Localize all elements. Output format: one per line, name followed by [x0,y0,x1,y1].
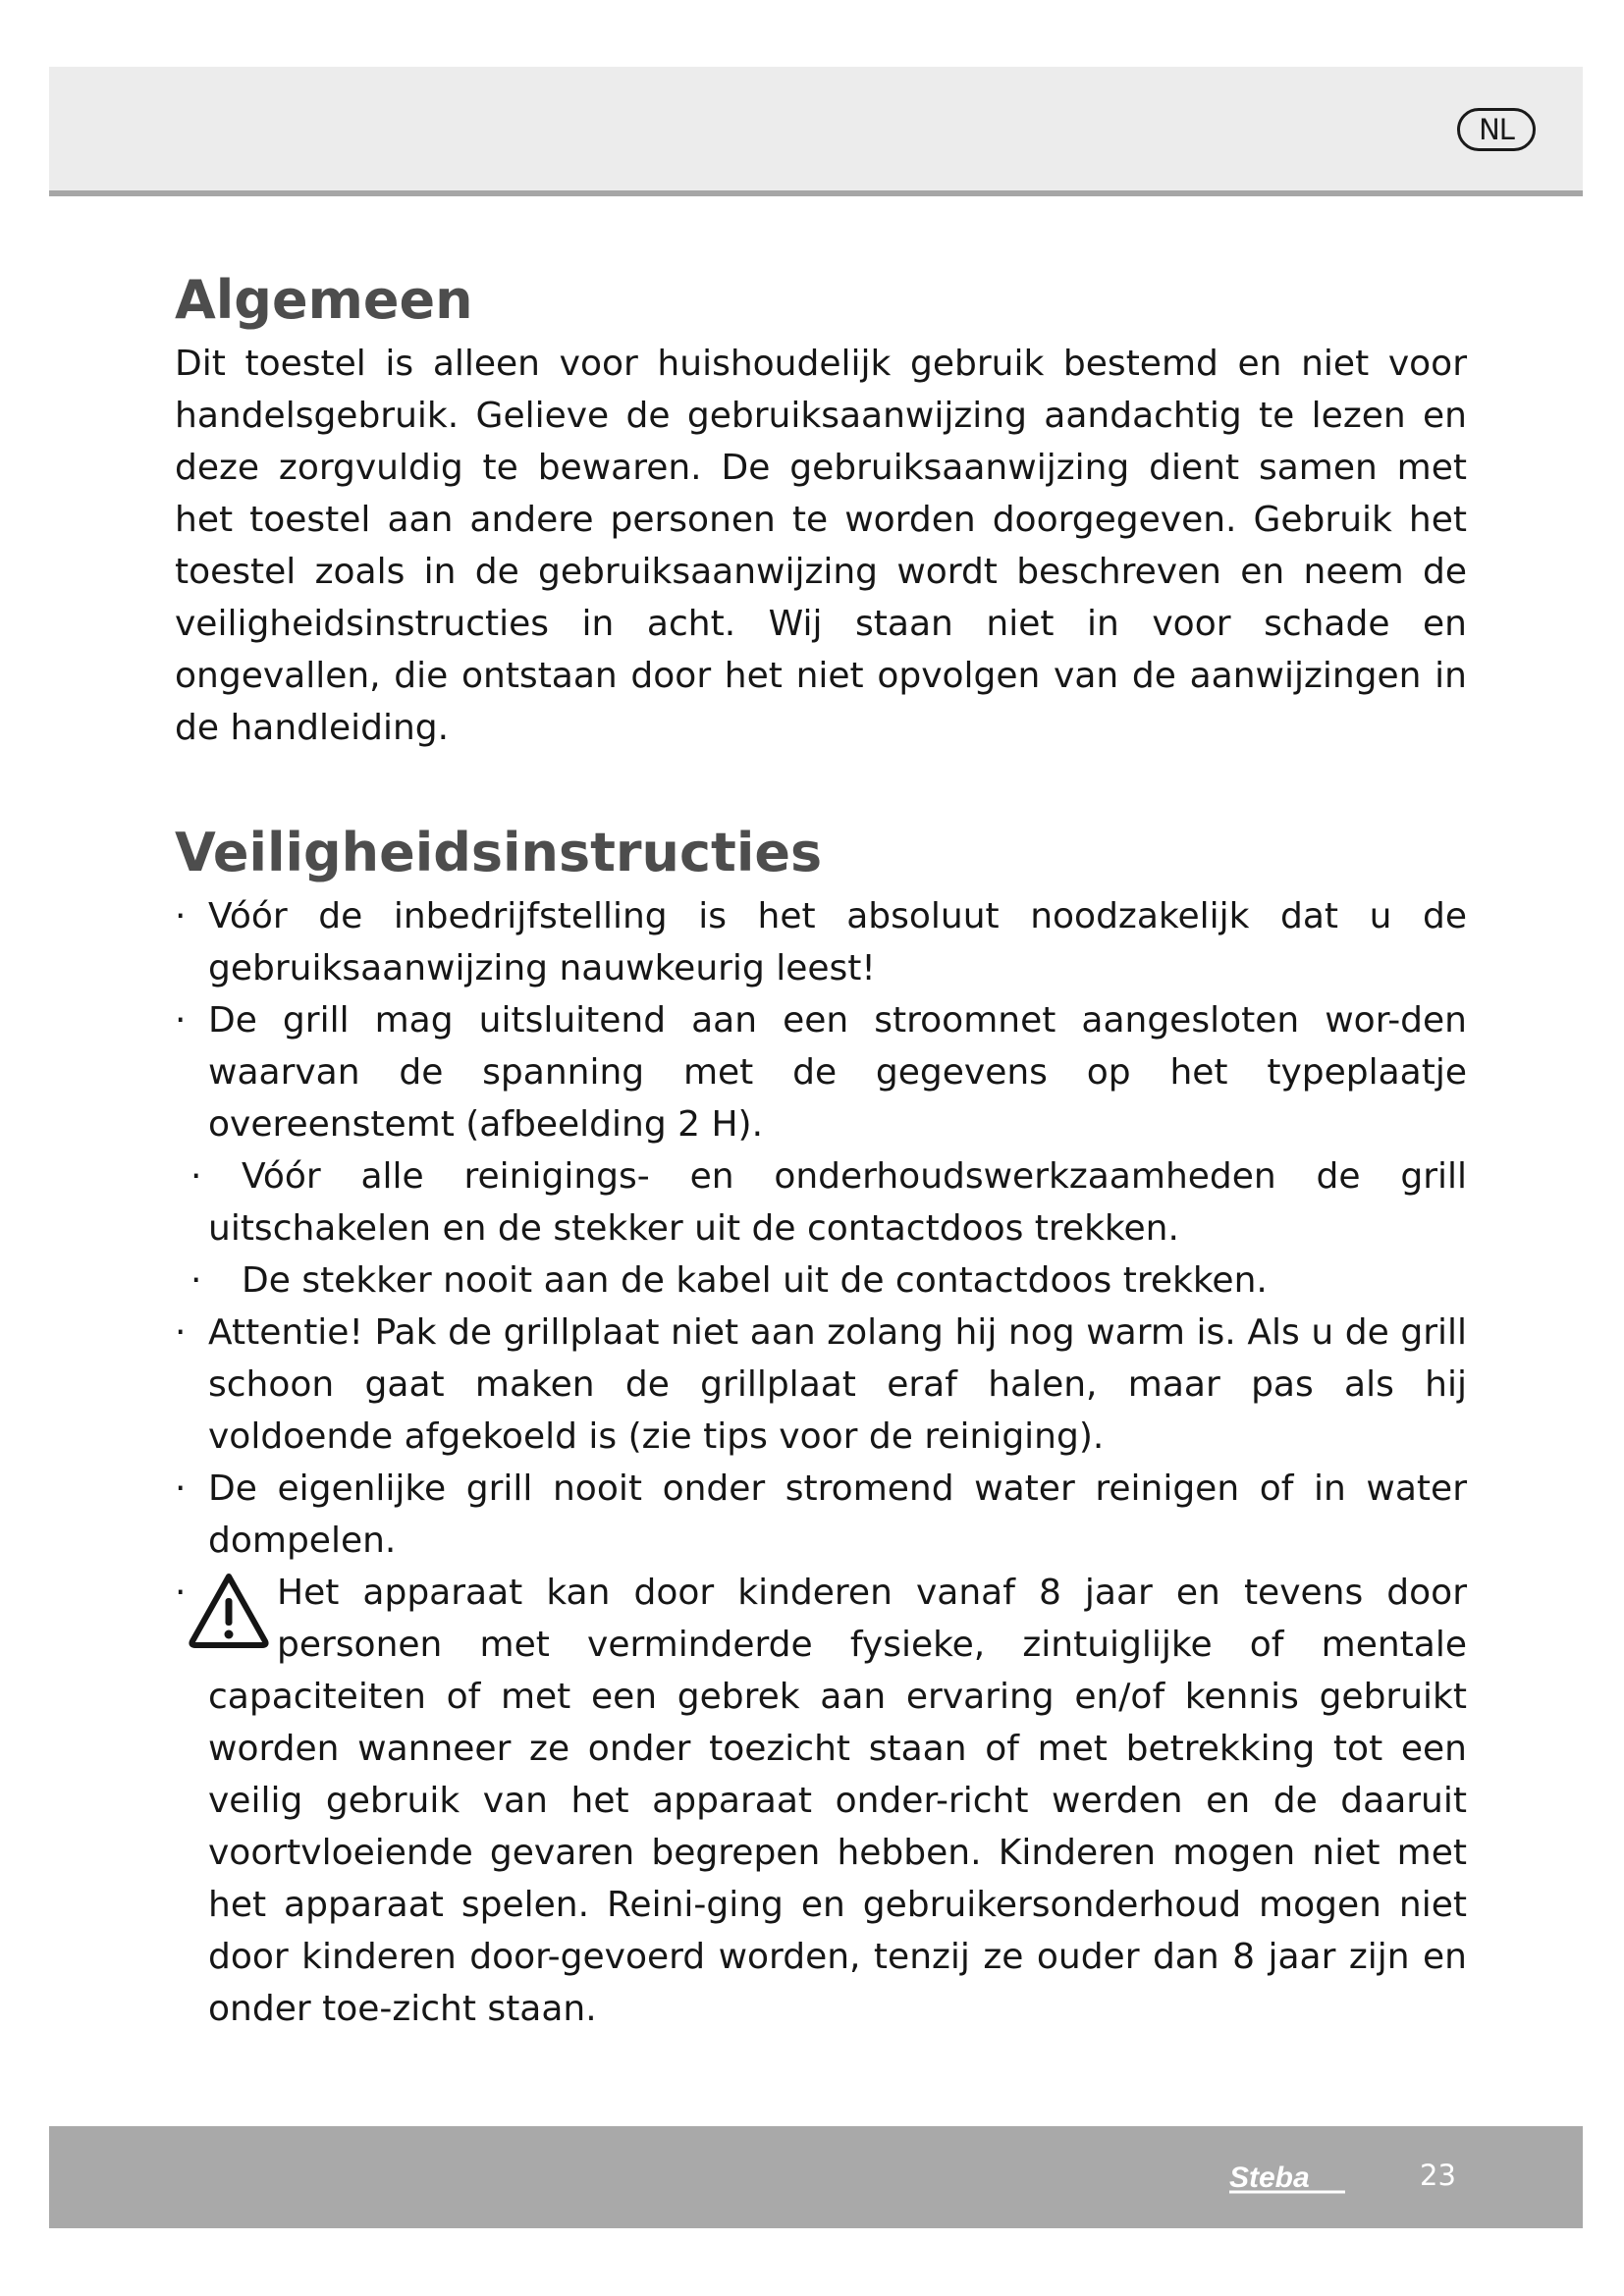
bullet-dot: · [175,1000,187,1041]
safety-list [175,890,1467,2035]
list-item-text: De grill mag uitsluitend aan een stroomnet aangesloten wor-den waarvan de spanning met de gegevens op het typeplaatje overeenstemt (afbeelding 2 H). [208,1000,1467,1145]
list-item [175,1307,1467,1463]
steba-logo [1227,2158,1375,2197]
list-item-text: De stekker nooit aan de kabel uit de contactdoos trekken. [242,1260,1268,1301]
list-item-text: Vóór de inbedrijfstelling is het absoluut noodzakelijk dat u de gebruiksaanwijzing nauwkeurig leest! [208,896,1467,988]
list-item-text: Attentie! Pak de grillplaat niet aan zolang hij nog warm is. Als u de grill schoon gaat maken de grillplaat eraf halen, maar pas als hij voldoende afgekoeld is (zie tips voor de reiniging). [208,1312,1467,1457]
list-item [175,890,1467,994]
bullet-dot: · [190,1156,202,1197]
page-content [175,263,1510,2035]
section-title-general: Algemeen [175,269,473,331]
list-item-text: Vóór alle reinigings- en onderhoudswerkzaamheden de grill uitschakelen en de stekker uit de contactdoos trekken. [208,1156,1467,1249]
header-band [49,67,1583,196]
bullet-dot: · [190,1260,202,1301]
page-number: 23 [1420,2159,1456,2192]
bullet-dot: · [175,896,187,936]
list-item [175,1463,1467,1567]
bullet-dot: · [175,1312,187,1353]
list-item-text: Het apparaat kan door kinderen vanaf 8 jaar en tevens door personen met verminderde fysieke, zintuiglijke of mentale capaciteiten of met een gebrek aan ervaring en/of kennis gebruikt worden wanneer ze onder toezicht staan of met betrekking tot een veilig gebruik van het apparaat onder-richt werden en de daaruit voortvloeiende gevaren begrepen hebben. Kinderen mogen niet met het apparaat spelen. Reini-ging en gebruikersonderhoud mogen niet door kinderen door-gevoerd worden, tenzij ze ouder dan 8 jaar zijn en onder toe-zicht staan. [208,1573,1467,2029]
list-item-text: De eigenlijke grill nooit onder stromend water reinigen of in water dompelen. [208,1468,1467,1561]
language-badge: NL [1457,108,1536,151]
bullet-dot: · [175,1468,187,1509]
general-paragraph: Dit toestel is alleen voor huishoudelijk gebruik bestemd en niet voor handelsgebruik. Gelieve de gebruiksaanwijzing aandachtig te lezen en deze zorgvuldig te bewaren. De gebruiksaanwijzing dient samen met het toestel aan andere personen te worden doorgegeven. Gebruik het toestel zoals in de gebruiksaanwijzing wordt beschreven en neem de veiligheidsinstructies in acht. Wij staan niet in voor schade en ongevallen, die ontstaan door het niet opvolgen van de aanwijzingen in de handleiding. [175,344,1467,748]
section-title-safety: Veiligheidsinstructies [175,822,823,883]
bullet-dot: · [175,1573,187,1613]
list-item [175,994,1467,1150]
list-item [175,1255,1467,1307]
list-item [175,1150,1467,1255]
warning-triangle-icon [187,1571,271,1649]
brand-wordmark: Steba [1229,2162,1310,2194]
list-item [175,1567,1467,2035]
